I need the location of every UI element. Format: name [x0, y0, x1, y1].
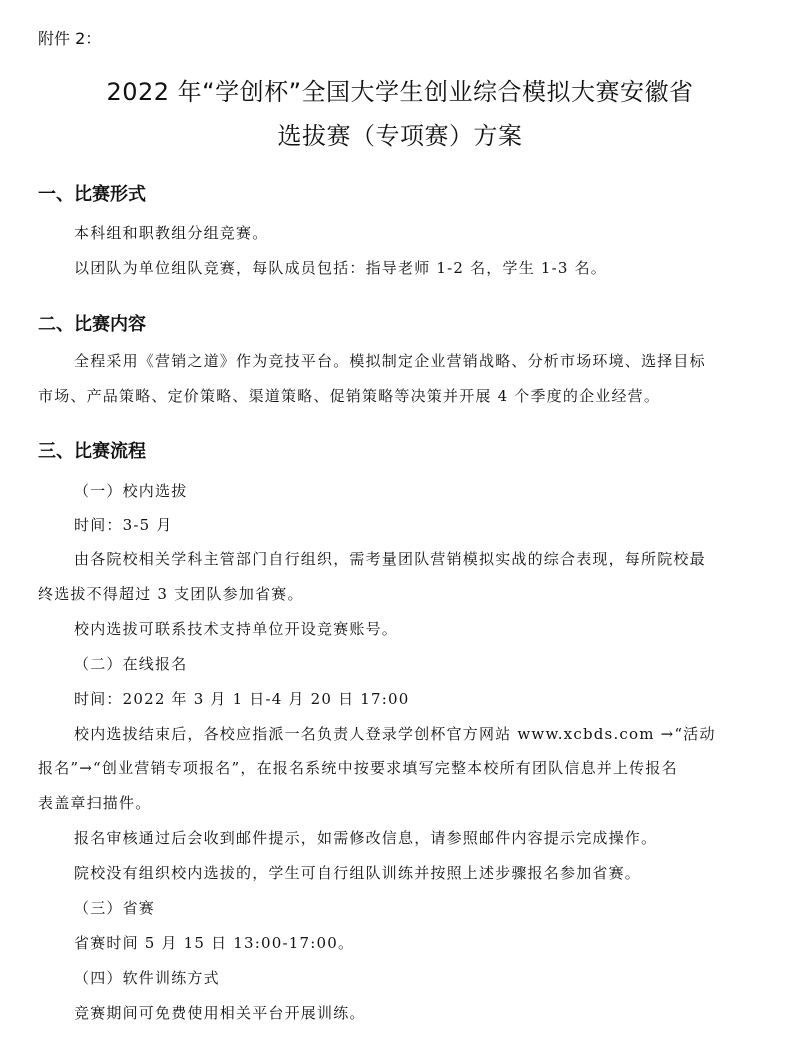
- paragraph-line: 校内选拔结束后，各校应指派一名负责人登录学创杯官方网站 www.xcbds.com →“活动: [74, 725, 716, 743]
- section-heading-format: 一、比赛形式: [38, 184, 146, 205]
- paragraph-line: 时间：3-5 月: [74, 516, 173, 534]
- paragraph: 本科组和职教组分组竞赛。: [74, 224, 269, 242]
- subsection-title: （四）软件训练方式: [74, 969, 220, 987]
- paragraph-line: 校内选拔可联系技术支持单位开设竞赛账号。: [74, 620, 399, 638]
- document-title-line-1: 2022 年“学创杯”全国大学生创业综合模拟大赛安徽省: [106, 78, 694, 106]
- paragraph-line: 终选拔不得超过 3 支团队参加省赛。: [38, 585, 304, 603]
- paragraph-line: 表盖章扫描件。: [38, 794, 152, 812]
- subsection-title: （二）在线报名: [74, 655, 188, 673]
- paragraph-line: 报名审核通过后会收到邮件提示，如需修改信息，请参照邮件内容提示完成操作。: [74, 829, 658, 847]
- paragraph-line: 院校没有组织校内选拔的，学生可自行组队训练并按照上述步骤报名参加省赛。: [74, 864, 642, 882]
- paragraph-line: 报名”→“创业营销专项报名”，在报名系统中按要求填写完整本校所有团队信息并上传报名: [38, 759, 678, 777]
- document-title-line-2: 选拔赛（专项赛）方案: [277, 122, 523, 150]
- subsection-title: （三）省赛: [74, 899, 156, 917]
- paragraph-line: 省赛时间 5 月 15 日 13:00-17:00。: [74, 934, 355, 952]
- attachment-label: 附件 2：: [38, 29, 102, 48]
- paragraph-line: 时间：2022 年 3 月 1 日-4 月 20 日 17:00: [74, 690, 410, 708]
- paragraph-line: 全程采用《营销之道》作为竞技平台。模拟制定企业营销战略、分析市场环境、选择目标: [74, 352, 706, 370]
- subsection-title: （一）校内选拔: [74, 482, 188, 500]
- paragraph-line: 竞赛期间可免费使用相关平台开展训练。: [74, 1004, 366, 1022]
- section-heading-process: 三、比赛流程: [38, 441, 146, 462]
- paragraph: 以团队为单位组队竞赛，每队成员包括：指导老师 1-2 名，学生 1-3 名。: [74, 259, 607, 277]
- paragraph-line: 市场、产品策略、定价策略、渠道策略、促销策略等决策并开展 4 个季度的企业经营。: [38, 387, 661, 405]
- paragraph-line: 由各院校相关学科主管部门自行组织，需考量团队营销模拟实战的综合表现，每所院校最: [74, 550, 706, 568]
- section-heading-content: 二、比赛内容: [38, 314, 146, 335]
